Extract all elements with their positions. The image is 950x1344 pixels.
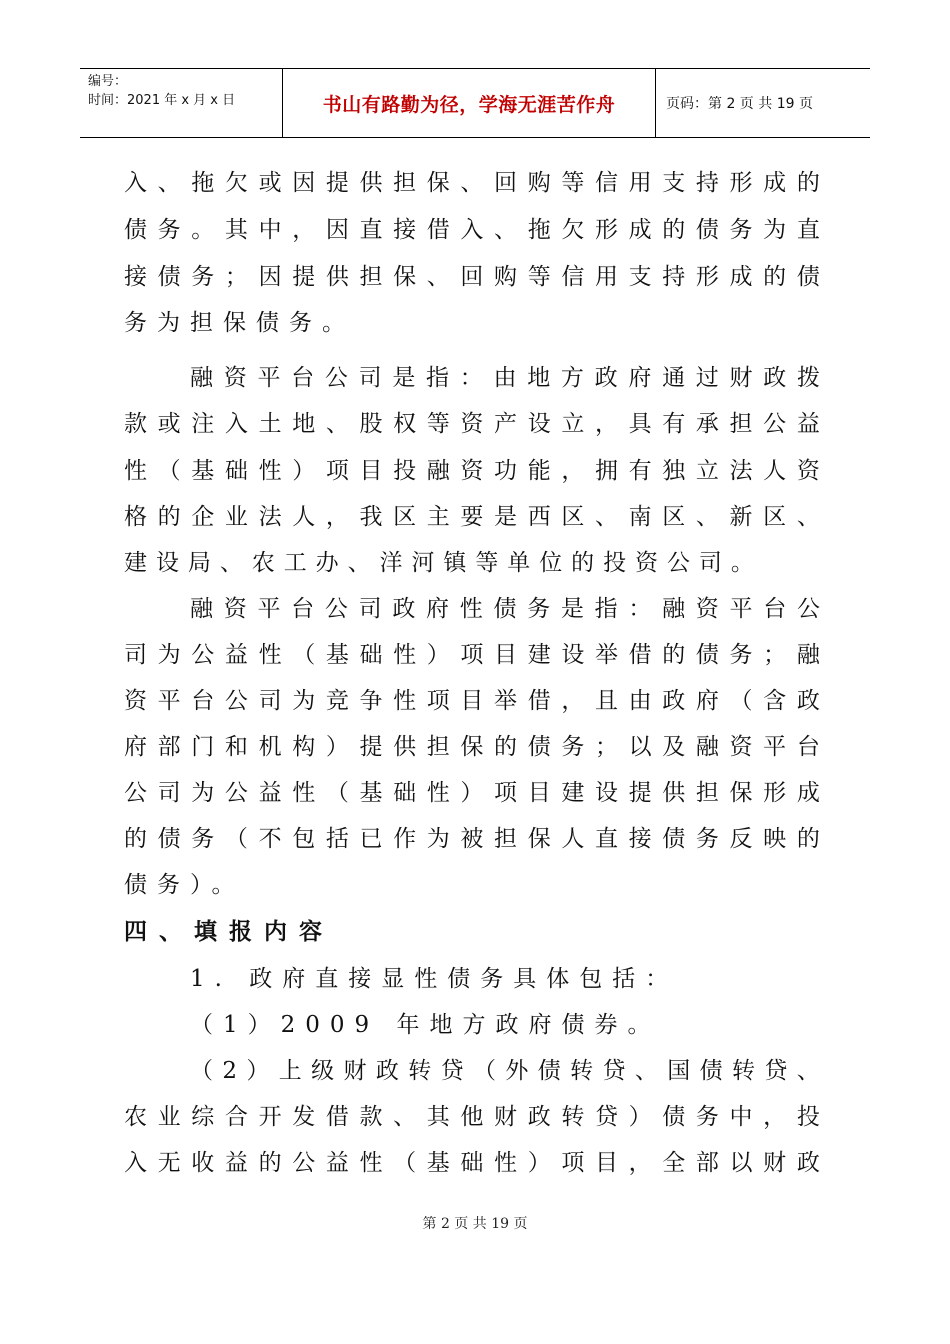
list-subitem: （ 2 ） 上 级 财 政 转 贷 （ 外 债 转 贷 、 国 债 转 贷 、 [190,1058,820,1084]
text-line: 入 无 收 益 的 公 益 性 （ 基 础 性 ） 项 目 ， 全 部 以 财 政 [124,1150,820,1176]
paragraph-first-line: 融 资 平 台 公 司 是 指 ： 由 地 方 政 府 通 过 财 政 拨 [190,365,820,391]
text-line: 公 司 为 公 益 性 （ 基 础 性 ） 项 目 建 设 提 供 担 保 形 成 [124,780,820,806]
text-line: 司 为 公 益 性 （ 基 础 性 ） 项 目 建 设 举 借 的 债 务 ； 融 [124,642,820,668]
text-line: 款 或 注 入 土 地 、 股 权 等 资 产 设 立 ， 具 有 承 担 公 益 [124,411,820,437]
text-line: 格 的 企 业 法 人 ， 我 区 主 要 是 西 区 、 南 区 、 新 区 、 [124,504,820,530]
header-meta [88,72,235,110]
text-line: 建 设 局 、 农 工 办 、 洋 河 镇 等 单 位 的 投 资 公 司 。 [124,550,754,576]
text-line: 债 务 。 其 中 ， 因 直 接 借 入 、 拖 欠 形 成 的 债 务 为 直 [124,217,820,243]
text-line: 的 债 务 （ 不 包 括 已 作 为 被 担 保 人 直 接 债 务 反 映 的 [124,826,820,852]
list-subitem: （1）2009 年地方政府债券。 [190,1012,661,1038]
text-line: 性 （ 基 础 性 ） 项 目 投 融 资 功 能 ， 拥 有 独 立 法 人 资 [124,458,820,484]
text-line: 务为担保债务。 [124,310,355,336]
document-date: 时间：2021 年 x 月 x 日 [88,93,236,108]
page-footer: 第 2 页 共 19 页 [422,1216,528,1232]
text-line: 入 、 拖 欠 或 因 提 供 担 保 、 回 购 等 信 用 支 持 形 成 的 [124,170,820,196]
list-item-heading: 1. 政府直接显性债务具体包括： [190,966,679,992]
text-line: 府 部 门 和 机 构 ） 提 供 担 保 的 债 务 ； 以 及 融 资 平 台 [124,734,820,760]
section-heading: 四、填报内容 [124,919,334,945]
header-motto: 书山有路勤为径，学海无涯苦作舟 [322,93,616,116]
text-line: 接 债 务 ； 因 提 供 担 保 、 回 购 等 信 用 支 持 形 成 的 债 [124,264,820,290]
document-number-label: 编号： [88,74,128,89]
document-header [80,68,870,138]
header-page-info: 页码：第 2 页 共 19 页 [666,96,813,112]
paragraph-first-line: 融 资 平 台 公 司 政 府 性 债 务 是 指 ： 融 资 平 台 公 [190,596,820,622]
text-line: 债务）。 [124,872,245,898]
text-line: 资 平 台 公 司 为 竞 争 性 项 目 举 借 ， 且 由 政 府 （ 含 政 [124,688,820,714]
text-line: 农 业 综 合 开 发 借 款 、 其 他 财 政 转 贷 ） 债 务 中 ， 投 [124,1104,820,1130]
